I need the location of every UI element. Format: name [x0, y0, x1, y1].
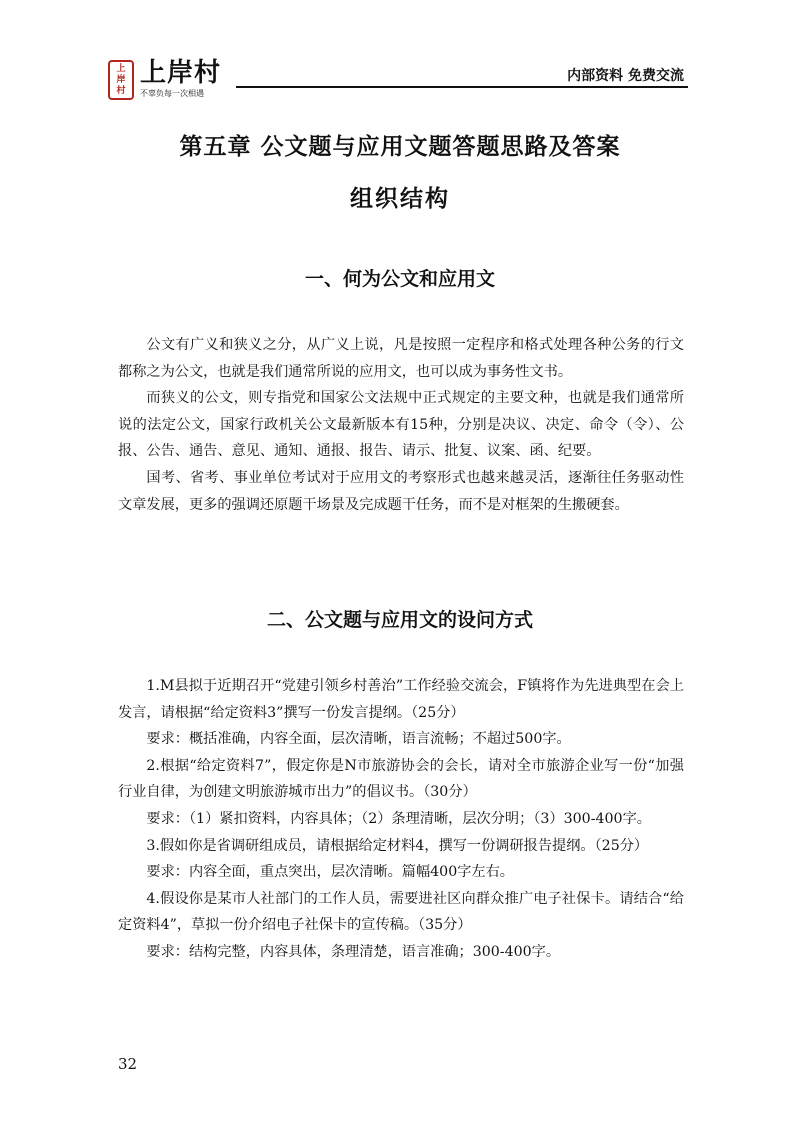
question-item: 4.假设你是某市人社部门的工作人员，需要进社区向群众推广电子社保卡。请结合“给定资料4”，草拟一份介绍电子社保卡的宣传稿。（35分） — [118, 890, 684, 934]
paragraph: 而狭义的公文，则专指党和国家公文法规中正式规定的主要文种，也就是我们通常所说的法定公文，国家行政机关公文最新版本有15种，分别是决议、决定、命令（令）、公报、公告、通告、意见、通知、通报、报告、请示、批复、议案、函、纪要。 — [118, 390, 684, 460]
question-requirement: 要求：（1）紧扣资料，内容具体；（2）条理清晰，层次分明；（3）300-400字。 — [146, 810, 651, 827]
paragraph: 国考、省考、事业单位考试对于应用文的考察形式也越来越灵活，逐渐往任务驱动性文章发展，更多的强调还原题干场景及完成题干任务，而不是对框架的生搬硬套。 — [118, 469, 684, 513]
section-1-body — [118, 332, 684, 518]
question-requirement: 要求：内容全面，重点突出，层次清晰。篇幅400字左右。 — [146, 864, 514, 881]
logo-name: 上岸村 — [140, 58, 222, 88]
question-requirement: 要求：概括准确，内容全面，层次清晰，语言流畅；不超过500字。 — [146, 731, 571, 748]
logo-seal — [108, 60, 134, 100]
chapter-title: 第五章 公文题与应用文题答题思路及答案 — [179, 133, 621, 160]
question-item: 1.M县拟于近期召开“党建引领乡村善治”工作经验交流会，F镇将作为先进典型在会上发言，请根据“给定资料3”撰写一份发言提纲。（25分） — [118, 678, 684, 721]
sub-title: 组织结构 — [350, 185, 450, 212]
question-requirement: 要求：结构完整，内容具体，条理清楚，语言准确；300-400字。 — [146, 943, 561, 960]
question-item: 2.根据“给定资料7”，假定你是N市旅游协会的会长，请对全市旅游企业写一份“加强行业自律，为创建文明旅游城市出力”的倡议书。（30分） — [118, 757, 684, 801]
seal-char: 上 — [116, 63, 126, 74]
seal-char: 村 — [116, 85, 126, 96]
seal-char: 岸 — [116, 74, 126, 85]
paragraph: 公文有广义和狭义之分，从广义上说，凡是按照一定程序和格式处理各种公务的行文都称之为公文，也就是我们通常所说的应用文，也可以成为事务性文书。 — [118, 337, 684, 380]
question-item: 3.假如你是省调研组成员，请根据给定材料4，撰写一份调研报告提纲。（25分） — [146, 837, 649, 854]
header-tag: 内部资料 免费交流 — [567, 68, 684, 84]
header-divider — [236, 86, 688, 88]
logo-slogan: 不辜负每一次相遇 — [140, 89, 204, 98]
page-header — [108, 58, 688, 106]
page-number: 32 — [118, 1055, 138, 1073]
section-heading-1: 一、何为公文和应用文 — [304, 268, 495, 290]
section-heading-2: 二、公文题与应用文的设问方式 — [266, 609, 533, 631]
section-2-body — [118, 673, 684, 966]
